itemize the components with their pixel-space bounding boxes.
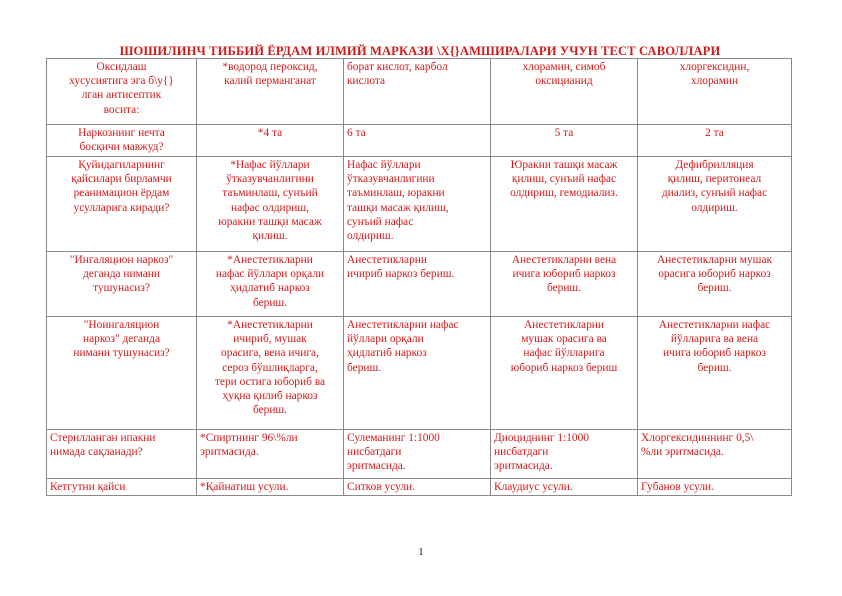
answer-cell: Юракни ташқи масаж қилиш, сунъий нафас олдириш, гемодиализ. [491, 157, 638, 252]
table-row [47, 59, 792, 125]
answer-cell-correct: *4 та [197, 125, 344, 157]
answer-cell: Ситков усули. [344, 479, 491, 496]
answer-cell-correct: *Анестетикларни ичириб, мушак орасига, вена ичига, сероз бўшлиқларга, тери остига юбориб ва ҳуқна қилиб наркоз бериш. [197, 317, 344, 430]
answer-cell: Анестетикларни мушак орасига ва нафас йўлларига юбориб наркоз бериш [491, 317, 638, 430]
answer-cell: Анестетикларни вена ичига юбориб наркоз бериш. [491, 252, 638, 317]
answer-cell-correct: *водород пероксид, калий перманганат [197, 59, 344, 125]
page-title: ШОШИЛИНЧ ТИББИЙ ЁРДАМ ИЛМИЙ МАРКАЗИ \Х{}АМШИРАЛАРИ УЧУН ТЕСТ САВОЛЛАРИ [119, 44, 721, 58]
table-row [47, 430, 792, 479]
answer-cell: 5 та [491, 125, 638, 157]
question-cell: "Ингаляцион наркоз" деганда нимани тушунасиз? [47, 252, 197, 317]
answer-cell: хлоргексидин, хлорамин [638, 59, 792, 125]
table-row [47, 125, 792, 157]
answer-cell: Сулеманинг 1:1000 нисбатдаги эритмасида. [344, 430, 491, 479]
table-row [47, 252, 792, 317]
question-cell: Оксидлаш хусусиятига эга б\у{} лган антисептик восита: [47, 59, 197, 125]
table-row [47, 317, 792, 430]
answer-cell: хлорамин, симоб оксицианид [491, 59, 638, 125]
test-questions-table [46, 58, 792, 496]
answer-cell: Анестетикларни ичириб наркоз бериш. [344, 252, 491, 317]
answer-cell: Клаудиус усули. [491, 479, 638, 496]
answer-cell-correct: *Анестетикларни нафас йўллари орқали ҳидлатиб наркоз бериш. [197, 252, 344, 317]
table-row [47, 479, 792, 496]
question-cell: Стерилланган ипакни нимада сақланади? [47, 430, 197, 479]
answer-cell-correct: *Нафас йўллари ўтказувчанлигини таъминлаш, сунъий нафас олдириш, юракни ташқи масаж қилиш. [197, 157, 344, 252]
answer-cell-correct: *Спиртнинг 96\%ли эритмасида. [197, 430, 344, 479]
question-cell: Кетгутни қайси [47, 479, 197, 496]
answer-cell: Нафас йўллари ўтказувчанлигини таъминлаш, юракни ташқи масаж қилиш, сунъий нафас олдириш. [344, 157, 491, 252]
answer-cell: Диоциднинг 1:1000 нисбатдаги эритмасида. [491, 430, 638, 479]
answer-cell: Хлоргексидиннинг 0,5\ %ли эритмасида. [638, 430, 792, 479]
answer-cell: 2 та [638, 125, 792, 157]
answer-cell: Анестетикларни мушак орасига юбориб наркоз бериш. [638, 252, 792, 317]
answer-cell: 6 та [344, 125, 491, 157]
question-cell: Наркознинг нечта босқичи мавжуд? [47, 125, 197, 157]
answer-cell: борат кислот, карбол кислота [344, 59, 491, 125]
answer-cell: Анестетикларни нафас йўлларига ва вена ичига юбориб наркоз бериш. [638, 317, 792, 430]
table-row [47, 157, 792, 252]
answer-cell: Губанов усули. [638, 479, 792, 496]
answer-cell: Дефибрилляция қилиш, перитонеал диализ, сунъий нафас олдириш. [638, 157, 792, 252]
question-cell: "Ноингаляцион наркоз" деганда нимани тушунасиз? [47, 317, 197, 430]
answer-cell-correct: *Қайнатиш усули. [197, 479, 344, 496]
question-cell: Қуйидагиларнинг қайсилари бирламчи реанимацион ёрдам усулларига киради? [47, 157, 197, 252]
page-number: 1 [418, 546, 424, 558]
answer-cell: Анестетикларни нафас йўллари орқали ҳидлатиб наркоз бериш. [344, 317, 491, 430]
